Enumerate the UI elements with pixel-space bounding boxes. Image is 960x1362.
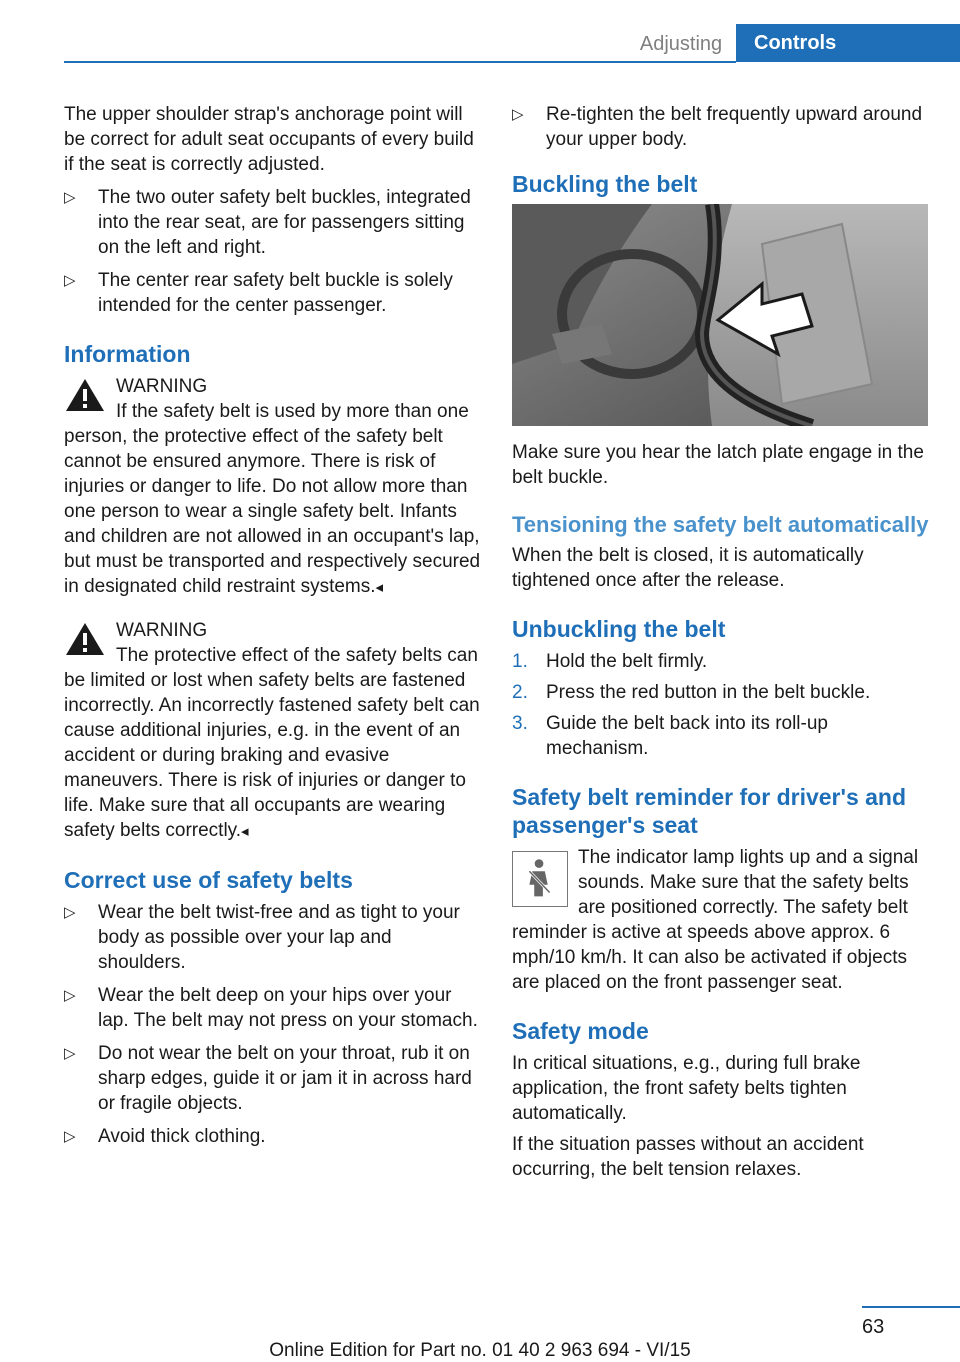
heading-buckling: Buckling the belt — [512, 171, 698, 197]
list-item-text: Re-tighten the belt frequently upward around your upper body. — [546, 104, 923, 150]
section-tab-controls: Controls — [736, 24, 960, 62]
heading-tensioning: Tensioning the safety belt automatically — [512, 512, 929, 537]
buckling-text: Make sure you hear the latch plate engage in the belt buckle. — [512, 442, 924, 488]
list-item — [64, 983, 482, 1033]
end-mark-icon: ◂ — [241, 823, 249, 840]
step-number: 3. — [512, 713, 528, 734]
warning-title: WARNING — [116, 376, 208, 397]
bullet-triangle-icon: ▷ — [64, 904, 76, 921]
step-number: 1. — [512, 651, 528, 672]
bullet-triangle-icon: ▷ — [64, 272, 76, 289]
heading-unbuckling: Unbuckling the belt — [512, 616, 726, 642]
list-item-text: The center rear safety belt buckle is solely intended for the center passenger. — [98, 270, 453, 316]
bullet-triangle-icon: ▷ — [64, 1045, 76, 1062]
reminder-block — [512, 845, 930, 995]
list-item-text: Wear the belt twist-free and as tight to your body as possible over your lap and shoulders. — [98, 902, 460, 973]
warning-title: WARNING — [116, 620, 208, 641]
list-item — [64, 1124, 482, 1149]
bullet-triangle-icon: ▷ — [512, 106, 524, 123]
safety-mode-text: If the situation passes without an accident occurring, the belt tension relaxes. — [512, 1134, 864, 1180]
seat-belt-reminder-icon — [512, 851, 568, 907]
list-item — [512, 680, 930, 705]
list-item — [64, 1041, 482, 1116]
list-item — [512, 711, 930, 761]
bullet-triangle-icon: ▷ — [64, 189, 76, 206]
seat-belt-photo — [512, 204, 928, 426]
heading-belt-reminder: Safety belt reminder for driver's and passenger's seat — [512, 784, 907, 838]
list-item-text: The two outer safety belt buckles, integrated into the rear seat, are for passengers sitting on the left and right. — [98, 187, 471, 258]
list-item-text: Avoid thick clothing. — [98, 1126, 266, 1147]
list-item-text: Do not wear the belt on your throat, rub it on sharp edges, guide it or jam it in across hard or fragile objects. — [98, 1043, 472, 1114]
list-item — [512, 102, 930, 152]
page-number: 63 — [862, 1316, 885, 1338]
intro-paragraph: The upper shoulder strap's anchorage point will be correct for adult seat occupants of every build if the seat is correctly adjusted. — [64, 104, 474, 175]
left-column — [64, 102, 482, 1157]
step-text: Press the red button in the belt buckle. — [546, 682, 871, 703]
step-text: Hold the belt firmly. — [546, 651, 708, 672]
warning-block-2 — [64, 618, 482, 844]
header-rule — [64, 61, 736, 63]
warning-text: The protective effect of the safety belts can be limited or lost when safety belts are fastened incorrectly. An incorrectly fastened safety belt can cause additional injuries, e.g. in the event of an accident or during braking and evasive maneuvers. There is risk of injuries or danger to life. Make sure that all occupants are wearing safety belts correctly. — [64, 645, 480, 841]
heading-information: Information — [64, 341, 191, 367]
end-mark-icon: ◂ — [375, 579, 384, 596]
right-column — [512, 102, 930, 1182]
warning-text: If the safety belt is used by more than one person, the protective effect of the safety belt cannot be ensured anymore. There is risk of injuries or danger to life. Do not allow more than one person to wear a single safety belt. Infants and children are not allowed in an occupant's lap, but must be transported and respectively secured in designated child restraint systems. — [64, 401, 481, 597]
bullet-triangle-icon: ▷ — [64, 1128, 76, 1145]
step-number: 2. — [512, 682, 528, 703]
list-item-text: Wear the belt deep on your hips over your lap. The belt may not press on your stomach. — [98, 985, 478, 1031]
warning-icon — [64, 621, 106, 657]
list-item — [64, 268, 482, 318]
step-text: Guide the belt back into its roll-up mechanism. — [546, 713, 828, 759]
heading-safety-mode: Safety mode — [512, 1018, 649, 1044]
heading-correct-use: Correct use of safety belts — [64, 867, 353, 893]
bullet-triangle-icon: ▷ — [64, 987, 76, 1004]
warning-icon — [64, 377, 106, 413]
footer-rule — [862, 1306, 960, 1308]
warning-block-1 — [64, 374, 482, 600]
section-tab-adjusting: Adjusting — [639, 33, 723, 55]
tensioning-text: When the belt is closed, it is automatically tightened once after the release. — [512, 545, 864, 591]
edition-footer: Online Edition for Part no. 01 40 2 963 694 - VI/15 — [269, 1340, 691, 1361]
list-item — [512, 649, 930, 674]
safety-mode-text: In critical situations, e.g., during full brake application, the front safety belts tighten automatically. — [512, 1053, 861, 1124]
list-item — [64, 185, 482, 260]
reminder-text: The indicator lamp lights up and a signal sounds. Make sure that the safety belts are positioned correctly. The safety belt reminder is active at speeds above approx. 6 mph/10 km/h. It can also be activated if objects are placed on the front passenger seat. — [512, 847, 919, 993]
list-item — [64, 900, 482, 975]
